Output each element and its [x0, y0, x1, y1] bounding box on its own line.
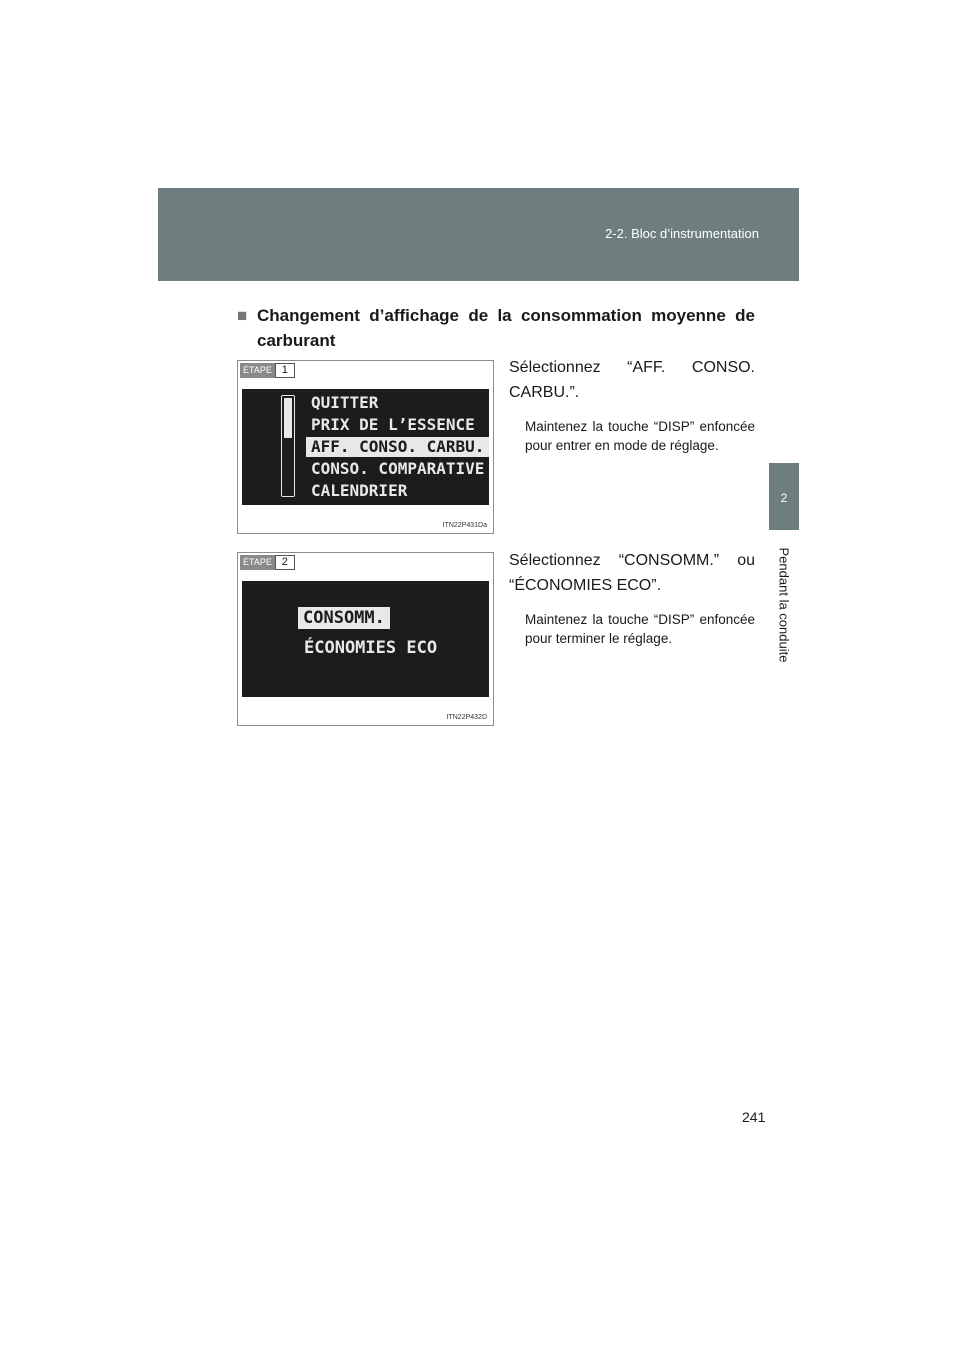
display-screen	[242, 581, 489, 697]
heading-word: la	[497, 306, 512, 325]
section-heading	[237, 303, 755, 353]
step-badge-label: ÉTAPE	[240, 555, 275, 570]
chapter-tab	[769, 463, 799, 530]
step-1-text	[509, 355, 755, 455]
step-badge-number: 1	[275, 363, 295, 378]
heading-line-2: carburant	[257, 331, 336, 350]
heading-word: de	[735, 306, 755, 325]
menu-item: CALENDRIER	[311, 481, 408, 500]
step-badge-label: ÉTAPE	[240, 363, 275, 378]
heading-word: de	[468, 306, 489, 325]
step-2-figure	[237, 552, 494, 726]
option-selected: CONSOMM.	[298, 607, 390, 629]
step-note: Maintenez la touche “DISP” enfoncée pour terminer le réglage.	[525, 612, 755, 646]
display-screen	[242, 389, 489, 505]
figure-code: ITN22P432D	[446, 714, 487, 721]
header-band	[158, 188, 799, 281]
chapter-label: Pendant la conduite	[776, 547, 792, 663]
step-1-badge	[240, 363, 295, 378]
section-title: 2-2. Bloc d’instrumentation	[605, 226, 759, 241]
heading-word: consommation	[520, 306, 642, 325]
scrollbar-thumb	[284, 398, 292, 438]
figure-code: ITN22P431Da	[442, 522, 487, 529]
step-badge-number: 2	[275, 555, 295, 570]
heading-word: Changement	[257, 306, 360, 325]
chapter-number: 2	[780, 491, 788, 505]
page-number: 241	[742, 1109, 766, 1125]
step-title: Sélectionnez “CONSOMM.” ou “ÉCONOMIES ECO”.	[509, 552, 755, 594]
menu-item: PRIX DE L’ESSENCE	[311, 415, 475, 434]
menu-item-selected: AFF. CONSO. CARBU.	[306, 437, 489, 457]
option-item: ÉCONOMIES ECO	[304, 638, 438, 658]
step-2-text	[509, 548, 755, 648]
square-bullet-icon: ■	[237, 306, 248, 325]
heading-word: d’affichage	[369, 306, 460, 325]
step-note: Maintenez la touche “DISP” enfoncée pour entrer en mode de réglage.	[525, 419, 755, 453]
scrollbar	[281, 395, 295, 497]
menu-item: CONSO. COMPARATIVE	[311, 459, 485, 478]
step-2-badge	[240, 555, 295, 570]
menu-item: QUITTER	[311, 393, 379, 412]
step-title: Sélectionnez “AFF. CONSO. CARBU.”.	[509, 359, 755, 401]
heading-bullet-group	[237, 303, 360, 328]
step-1-figure	[237, 360, 494, 534]
heading-word: moyenne	[651, 306, 726, 325]
heading-line-1	[237, 303, 755, 328]
